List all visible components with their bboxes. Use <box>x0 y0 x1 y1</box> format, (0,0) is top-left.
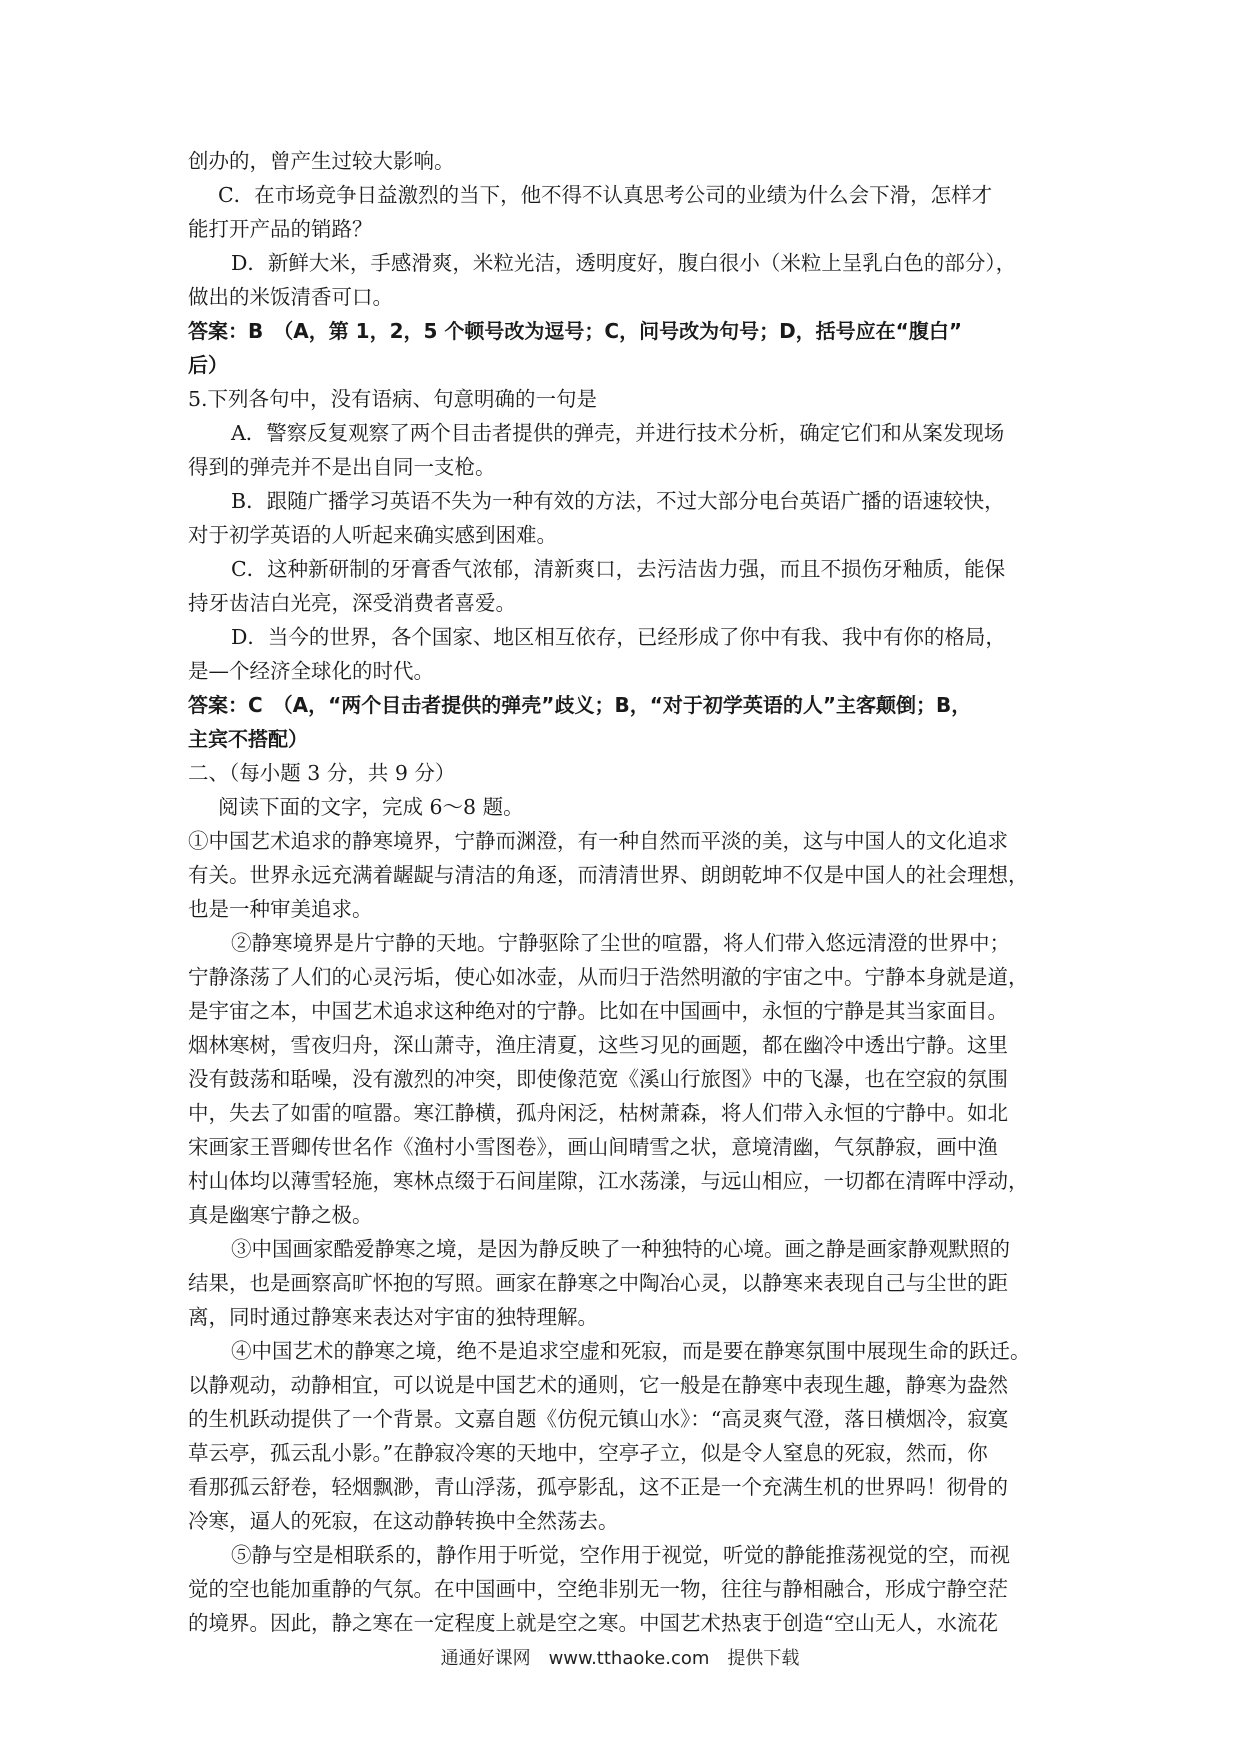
text-line: 冷寒，逼人的死寂，在这动静转换中全然荡去。 <box>188 1509 619 1533</box>
text-line: A．警察反复观察了两个目击者提供的弹壳，并进行技术分析，确定它们和从案发现场 <box>231 421 1005 445</box>
text-line: B．跟随广播学习英语不失为一种有效的方法，不过大部分电台英语广播的语速较快， <box>231 489 1005 513</box>
text-line: 看那孤云舒卷，轻烟飘渺，青山浮荡，孤亭影乱，这不正是一个充满生机的世界吗！彻骨的 <box>188 1475 1008 1499</box>
text-line: 烟林寒树，雪夜归舟，深山萧寺，渔庄清夏，这些习见的画题，都在幽冷中透出宁静。这里 <box>188 1033 1008 1057</box>
text-line: 5.下列各句中，没有语病、句意明确的一句是 <box>188 387 598 411</box>
text-line: 持牙齿洁白光亮，深受消费者喜爱。 <box>188 591 516 615</box>
text-line: 宋画家王晋卿传世名作《渔村小雪图卷》，画山间晴雪之状，意境清幽，气氛静寂，画中渔 <box>188 1135 998 1159</box>
text-line: 宁静涤荡了人们的心灵污垢，使心如冰壶，从而归于浩然明澈的宇宙之中。宁静本身就是道， <box>188 965 1029 989</box>
text-line: 得到的弹壳并不是出自同一支枪。 <box>188 455 496 479</box>
text-line: ②静寒境界是片宁静的天地。宁静驱除了尘世的喧嚣，将人们带入悠远清澄的世界中； <box>231 931 1010 955</box>
text-line: 有关。世界永远充满着龌龊与清洁的角逐，而清清世界、朗朗乾坤不仅是中国人的社会理想， <box>188 863 1029 887</box>
text-line: 真是幽寒宁静之极。 <box>188 1203 373 1227</box>
text-line: 离，同时通过静寒来表达对宇宙的独特理解。 <box>188 1305 598 1329</box>
answer-line: 后） <box>188 353 228 377</box>
text-line: 的生机跃动提供了一个背景。文嘉自题《仿倪元镇山水》：“高灵爽气澄，落日横烟冷，寂寞 <box>188 1407 1009 1431</box>
answer-line: 答案：B （A，第 1，2，5 个顿号改为逗号；C，问号改为句号；D，括号应在“腹白” <box>188 319 962 343</box>
text-line: 觉的空也能加重静的气氛。在中国画中，空绝非别无一物，往往与静相融合，形成宁静空茫 <box>188 1577 1008 1601</box>
text-line: 以静观动，动静相宜，可以说是中国艺术的通则，它一般是在静寒中表现生趣，静寒为盎然 <box>188 1373 1008 1397</box>
text-line: 对于初学英语的人听起来确实感到困难。 <box>188 523 557 547</box>
text-line: 的境界。因此，静之寒在一定程度上就是空之寒。中国艺术热衷于创造“空山无人，水流花 <box>188 1611 998 1635</box>
text-line: D．当今的世界，各个国家、地区相互依存，已经形成了你中有我、我中有你的格局， <box>231 625 1006 649</box>
text-line: ⑤静与空是相联系的，静作用于听觉，空作用于视觉，听觉的静能推荡视觉的空，而视 <box>231 1543 1010 1567</box>
text-line: ④中国艺术的静寒之境，绝不是追求空虚和死寂，而是要在静寒氛围中展现生命的跃迁。 <box>231 1339 1031 1363</box>
text-line: 是—个经济全球化的时代。 <box>188 659 434 683</box>
text-line: 也是一种审美追求。 <box>188 897 373 921</box>
text-line: 创办的，曾产生过较大影响。 <box>188 149 455 173</box>
text-line: 能打开产品的销路？ <box>188 217 373 241</box>
page-footer: 通通好课网 www.tthaoke.com 提供下载 <box>440 1648 800 1669</box>
text-line: 草云亭，孤云乱小影。”在静寂冷寒的天地中，空亭孑立，似是令人窒息的死寂，然而，你 <box>188 1441 988 1465</box>
text-line: C．在市场竞争日益激烈的当下，他不得不认真思考公司的业绩为什么会下滑，怎样才 <box>218 183 993 207</box>
text-line: 中，失去了如雷的喧嚣。寒江静横，孤舟闲泛，枯树萧森，将人们带入永恒的宁静中。如北 <box>188 1101 1008 1125</box>
document-body <box>188 144 1068 1640</box>
text-line: C．这种新研制的牙膏香气浓郁，清新爽口，去污洁齿力强，而且不损伤牙釉质，能保 <box>231 557 1006 581</box>
text-line: 是宇宙之本，中国艺术追求这种绝对的宁静。比如在中国画中，永恒的宁静是其当家面目。 <box>188 999 1008 1023</box>
text-line: 二、（每小题 3 分，共 9 分） <box>188 761 456 785</box>
text-line: ①中国艺术追求的静寒境界，宁静而渊澄，有一种自然而平淡的美，这与中国人的文化追求 <box>188 829 1008 853</box>
text-line: ③中国画家酷爱静寒之境，是因为静反映了一种独特的心境。画之静是画家静观默照的 <box>231 1237 1010 1261</box>
text-line: 没有鼓荡和聒噪，没有激烈的冲突，即使像范宽《溪山行旅图》中的飞瀑，也在空寂的氛围 <box>188 1067 1008 1091</box>
text-line: 做出的米饭清香可口。 <box>188 285 393 309</box>
text-line: 村山体均以薄雪轻施，寒林点缀于石间崖隙，江水荡漾，与远山相应，一切都在清晖中浮动， <box>188 1169 1029 1193</box>
text-line: 结果，也是画察高旷怀抱的写照。画家在静寒之中陶冶心灵，以静寒来表现自己与尘世的距 <box>188 1271 1008 1295</box>
answer-line: 答案：C （A，“两个目击者提供的弹壳”歧义；B，“对于初学英语的人”主客颠倒；B， <box>188 693 972 717</box>
text-line: 阅读下面的文字，完成 6～8 题。 <box>218 795 524 819</box>
text-line: D．新鲜大米，手感滑爽，米粒光洁，透明度好，腹白很小（米粒上呈乳白色的部分）， <box>231 251 1017 275</box>
answer-line: 主宾不搭配） <box>188 727 308 751</box>
